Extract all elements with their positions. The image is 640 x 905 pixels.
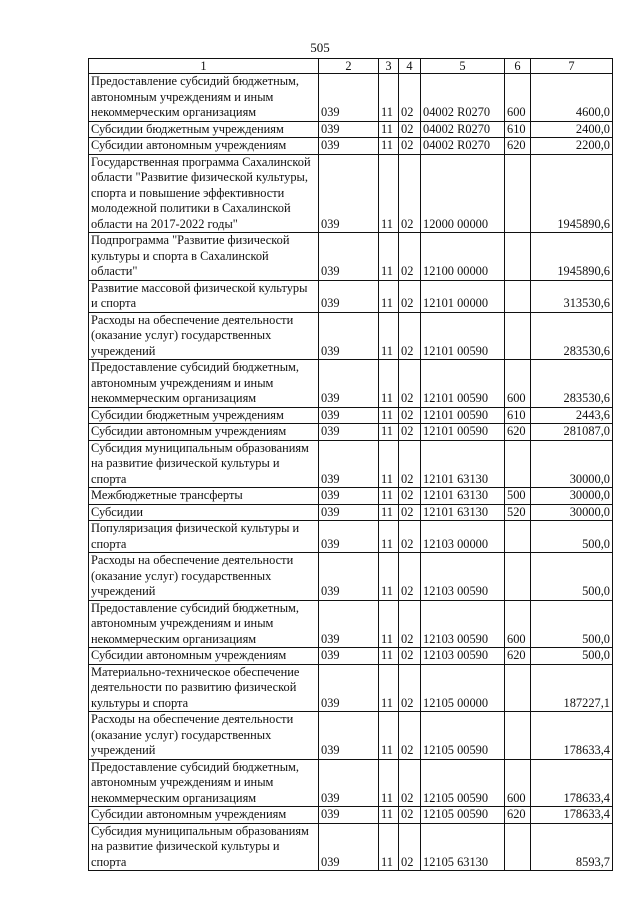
budget-table (88, 58, 613, 871)
expense-type (505, 823, 531, 871)
target-article: 12101 00590 (421, 407, 505, 424)
expense-type: 600 (505, 600, 531, 648)
subsection-code: 02 (399, 807, 421, 824)
column-header: 7 (531, 59, 613, 74)
section-code: 11 (379, 521, 399, 553)
table-body (89, 74, 613, 871)
subsection-code: 02 (399, 759, 421, 807)
kbk-ministry: 039 (319, 74, 379, 122)
subsection-code: 02 (399, 553, 421, 601)
expense-type: 620 (505, 807, 531, 824)
target-article: 04002 R0270 (421, 74, 505, 122)
target-article: 12101 00000 (421, 280, 505, 312)
table-row (89, 233, 613, 281)
row-name: Предоставление субсидий бюджетным, автономным учреждениям и иным некоммерческим организациям (89, 759, 319, 807)
kbk-ministry: 039 (319, 807, 379, 824)
expense-type: 620 (505, 138, 531, 155)
amount: 500,0 (531, 648, 613, 665)
amount: 281087,0 (531, 424, 613, 441)
table-row (89, 759, 613, 807)
row-name: Государственная программа Сахалинской области "Развитие физической культуры, спорта и повышение эффективности молодежной политики в Сахалинской области на 2017-2022 годы" (89, 154, 319, 233)
row-name: Предоставление субсидий бюджетным, автономным учреждениям и иным некоммерческим организациям (89, 600, 319, 648)
amount: 4600,0 (531, 74, 613, 122)
expense-type: 620 (505, 648, 531, 665)
row-name: Развитие массовой физической культуры и спорта (89, 280, 319, 312)
expense-type (505, 440, 531, 488)
subsection-code: 02 (399, 424, 421, 441)
kbk-ministry: 039 (319, 664, 379, 712)
row-name: Подпрограмма "Развитие физической культуры и спорта в Сахалинской области" (89, 233, 319, 281)
subsection-code: 02 (399, 521, 421, 553)
table-row (89, 407, 613, 424)
amount: 178633,4 (531, 807, 613, 824)
amount: 30000,0 (531, 440, 613, 488)
table-row (89, 712, 613, 760)
column-header: 2 (319, 59, 379, 74)
target-article: 12103 00000 (421, 521, 505, 553)
target-article: 12000 00000 (421, 154, 505, 233)
table-row (89, 138, 613, 155)
row-name: Субсидия муниципальным образованиям на развитие физической культуры и спорта (89, 440, 319, 488)
table-row (89, 553, 613, 601)
section-code: 11 (379, 488, 399, 505)
section-code: 11 (379, 121, 399, 138)
subsection-code: 02 (399, 233, 421, 281)
kbk-ministry: 039 (319, 280, 379, 312)
table-row (89, 360, 613, 408)
target-article: 12103 00590 (421, 553, 505, 601)
row-name: Материально-техническое обеспечение деятельности по развитию физической культуры и спорта (89, 664, 319, 712)
table-row (89, 280, 613, 312)
section-code: 11 (379, 233, 399, 281)
kbk-ministry: 039 (319, 424, 379, 441)
subsection-code: 02 (399, 440, 421, 488)
kbk-ministry: 039 (319, 312, 379, 360)
amount: 283530,6 (531, 360, 613, 408)
table-row (89, 648, 613, 665)
section-code: 11 (379, 424, 399, 441)
amount: 2443,6 (531, 407, 613, 424)
amount: 178633,4 (531, 712, 613, 760)
amount: 178633,4 (531, 759, 613, 807)
amount: 283530,6 (531, 312, 613, 360)
expense-type (505, 712, 531, 760)
target-article: 04002 R0270 (421, 121, 505, 138)
table-row (89, 312, 613, 360)
subsection-code: 02 (399, 360, 421, 408)
kbk-ministry: 039 (319, 521, 379, 553)
column-header: 1 (89, 59, 319, 74)
amount: 187227,1 (531, 664, 613, 712)
table-row (89, 807, 613, 824)
section-code: 11 (379, 280, 399, 312)
expense-type (505, 521, 531, 553)
kbk-ministry: 039 (319, 600, 379, 648)
target-article: 12105 00590 (421, 712, 505, 760)
section-code: 11 (379, 759, 399, 807)
expense-type (505, 553, 531, 601)
section-code: 11 (379, 312, 399, 360)
table-row (89, 664, 613, 712)
page-number: 505 (310, 40, 330, 55)
subsection-code: 02 (399, 712, 421, 760)
column-header: 6 (505, 59, 531, 74)
kbk-ministry: 039 (319, 712, 379, 760)
row-name: Субсидии бюджетным учреждениям (89, 121, 319, 138)
expense-type: 600 (505, 360, 531, 408)
section-code: 11 (379, 664, 399, 712)
table-row (89, 154, 613, 233)
target-article: 12101 00590 (421, 360, 505, 408)
subsection-code: 02 (399, 648, 421, 665)
row-name: Субсидия муниципальным образованиям на развитие физической культуры и спорта (89, 823, 319, 871)
row-name: Субсидии (89, 504, 319, 521)
expense-type: 610 (505, 407, 531, 424)
kbk-ministry: 039 (319, 823, 379, 871)
kbk-ministry: 039 (319, 440, 379, 488)
row-name: Расходы на обеспечение деятельности (оказание услуг) государственных учреждений (89, 312, 319, 360)
section-code: 11 (379, 648, 399, 665)
section-code: 11 (379, 823, 399, 871)
kbk-ministry: 039 (319, 407, 379, 424)
expense-type: 500 (505, 488, 531, 505)
amount: 500,0 (531, 521, 613, 553)
table-row (89, 121, 613, 138)
section-code: 11 (379, 504, 399, 521)
amount: 30000,0 (531, 488, 613, 505)
subsection-code: 02 (399, 664, 421, 712)
expense-type: 610 (505, 121, 531, 138)
amount: 1945890,6 (531, 154, 613, 233)
kbk-ministry: 039 (319, 553, 379, 601)
subsection-code: 02 (399, 280, 421, 312)
row-name: Субсидии автономным учреждениям (89, 648, 319, 665)
section-code: 11 (379, 154, 399, 233)
target-article: 12105 00000 (421, 664, 505, 712)
row-name: Расходы на обеспечение деятельности (оказание услуг) государственных учреждений (89, 553, 319, 601)
column-header: 5 (421, 59, 505, 74)
table-row (89, 74, 613, 122)
subsection-code: 02 (399, 407, 421, 424)
subsection-code: 02 (399, 74, 421, 122)
subsection-code: 02 (399, 823, 421, 871)
kbk-ministry: 039 (319, 488, 379, 505)
expense-type: 520 (505, 504, 531, 521)
amount: 500,0 (531, 600, 613, 648)
expense-type: 600 (505, 74, 531, 122)
kbk-ministry: 039 (319, 360, 379, 408)
expense-type (505, 154, 531, 233)
subsection-code: 02 (399, 600, 421, 648)
row-name: Субсидии автономным учреждениям (89, 807, 319, 824)
kbk-ministry: 039 (319, 233, 379, 281)
section-code: 11 (379, 407, 399, 424)
target-article: 12101 63130 (421, 488, 505, 505)
table-row (89, 504, 613, 521)
section-code: 11 (379, 440, 399, 488)
row-name: Субсидии бюджетным учреждениям (89, 407, 319, 424)
amount: 2200,0 (531, 138, 613, 155)
row-name: Субсидии автономным учреждениям (89, 138, 319, 155)
kbk-ministry: 039 (319, 138, 379, 155)
subsection-code: 02 (399, 154, 421, 233)
amount: 1945890,6 (531, 233, 613, 281)
table-row (89, 440, 613, 488)
section-code: 11 (379, 360, 399, 408)
section-code: 11 (379, 712, 399, 760)
header-row (89, 59, 613, 74)
expense-type: 600 (505, 759, 531, 807)
expense-type (505, 233, 531, 281)
subsection-code: 02 (399, 488, 421, 505)
row-name: Расходы на обеспечение деятельности (оказание услуг) государственных учреждений (89, 712, 319, 760)
kbk-ministry: 039 (319, 504, 379, 521)
expense-type (505, 280, 531, 312)
target-article: 04002 R0270 (421, 138, 505, 155)
section-code: 11 (379, 553, 399, 601)
section-code: 11 (379, 74, 399, 122)
expense-type (505, 664, 531, 712)
target-article: 12103 00590 (421, 600, 505, 648)
target-article: 12101 63130 (421, 440, 505, 488)
target-article: 12105 00590 (421, 807, 505, 824)
subsection-code: 02 (399, 312, 421, 360)
row-name: Межбюджетные трансферты (89, 488, 319, 505)
target-article: 12103 00590 (421, 648, 505, 665)
row-name: Субсидии автономным учреждениям (89, 424, 319, 441)
kbk-ministry: 039 (319, 121, 379, 138)
kbk-ministry: 039 (319, 154, 379, 233)
amount: 313530,6 (531, 280, 613, 312)
amount: 30000,0 (531, 504, 613, 521)
target-article: 12105 63130 (421, 823, 505, 871)
row-name: Предоставление субсидий бюджетным, автономным учреждениям и иным некоммерческим организациям (89, 360, 319, 408)
amount: 8593,7 (531, 823, 613, 871)
table-row (89, 600, 613, 648)
row-name: Предоставление субсидий бюджетным, автономным учреждениям и иным некоммерческим организациям (89, 74, 319, 122)
target-article: 12105 00590 (421, 759, 505, 807)
expense-type (505, 312, 531, 360)
amount: 2400,0 (531, 121, 613, 138)
target-article: 12101 63130 (421, 504, 505, 521)
table-row (89, 521, 613, 553)
target-article: 12101 00590 (421, 312, 505, 360)
table-row (89, 488, 613, 505)
table-row (89, 424, 613, 441)
column-header: 4 (399, 59, 421, 74)
amount: 500,0 (531, 553, 613, 601)
section-code: 11 (379, 807, 399, 824)
table-row (89, 823, 613, 871)
target-article: 12101 00590 (421, 424, 505, 441)
section-code: 11 (379, 138, 399, 155)
subsection-code: 02 (399, 504, 421, 521)
section-code: 11 (379, 600, 399, 648)
kbk-ministry: 039 (319, 759, 379, 807)
kbk-ministry: 039 (319, 648, 379, 665)
target-article: 12100 00000 (421, 233, 505, 281)
expense-type: 620 (505, 424, 531, 441)
subsection-code: 02 (399, 138, 421, 155)
subsection-code: 02 (399, 121, 421, 138)
column-header: 3 (379, 59, 399, 74)
row-name: Популяризация физической культуры и спорта (89, 521, 319, 553)
